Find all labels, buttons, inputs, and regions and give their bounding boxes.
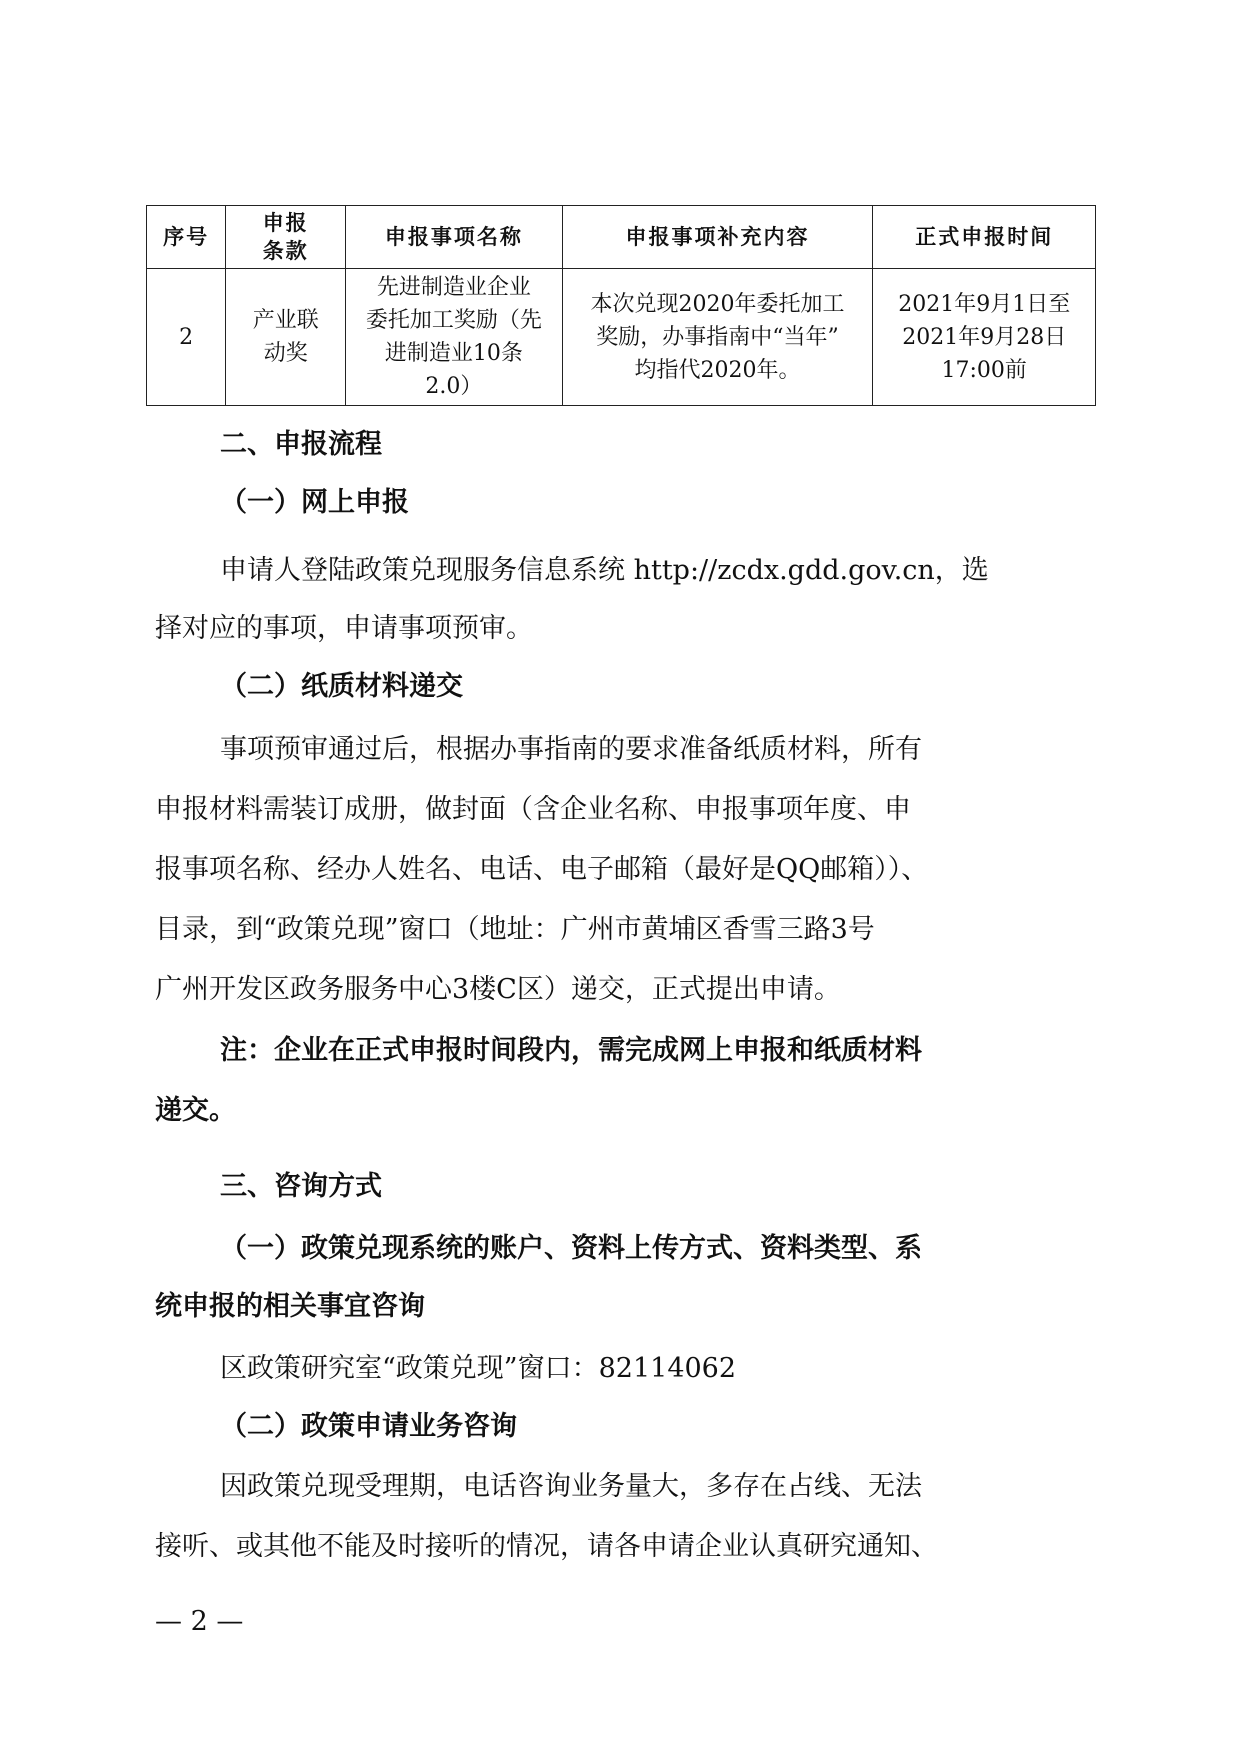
paragraph-line: 事项预审通过后，根据办事指南的要求准备纸质材料，所有 [220,734,922,765]
cell-clause [226,269,346,406]
cell-time-line: 2021年9月28日 [902,324,1067,350]
contact-line: 区政策研究室“政策兑现”窗口：82114062 [220,1353,737,1384]
cell-content-line: 奖励，办事指南中“当年” [596,324,839,350]
cell-clause-line: 产业联 [252,308,319,333]
cell-content [562,269,873,406]
paragraph-line: 接听、或其他不能及时接听的情况，请各申请企业认真研究通知、 [155,1531,938,1562]
cell-time-line: 2021年9月1日至 [898,291,1071,317]
subsection-title-paper: （二）纸质材料递交 [220,671,463,702]
section-title-consult: 三、咨询方式 [220,1171,382,1202]
cell-name [346,269,562,406]
note-line: 注：企业在正式申报时间段内，需完成网上申报和纸质材料 [220,1035,922,1066]
cell-name-line: 进制造业10条 [384,341,523,366]
header-name: 申报事项名称 [346,206,562,269]
paragraph-line: 报事项名称、经办人姓名、电话、电子邮箱（最好是QQ邮箱））、 [155,854,929,885]
paragraph-line: 申报材料需装订成册，做封面（含企业名称、申报事项年度、申 [155,794,911,825]
cell-time [873,269,1096,406]
table-row [147,269,1096,406]
subsection-title-business: （二）政策申请业务咨询 [220,1411,517,1442]
section-title-process: 二、申报流程 [220,429,382,460]
paragraph-line: 广州开发区政务服务中心3楼C区）递交，正式提出申请。 [155,974,841,1005]
cell-time-line: 17:00前 [941,357,1027,383]
paragraph-line: 择对应的事项，申请事项预审。 [155,613,533,644]
application-table [146,205,1096,406]
paragraph-line: 申请人登陆政策兑现服务信息系统 http://zcdx.gdd.gov.cn，选 [220,555,989,586]
cell-name-line: 2.0） [425,374,483,399]
cell-no: 2 [147,269,226,406]
subsection-title-system: 统申报的相关事宜咨询 [155,1291,425,1322]
subsection-title-system: （一）政策兑现系统的账户、资料上传方式、资料类型、系 [220,1233,922,1264]
header-content: 申报事项补充内容 [562,206,873,269]
header-no: 序号 [147,206,226,269]
cell-clause-line: 动奖 [263,341,308,366]
note-line: 递交。 [155,1095,236,1126]
header-time: 正式申报时间 [873,206,1096,269]
cell-content-line: 本次兑现2020年委托加工 [590,291,845,317]
page-number: — 2 — [155,1606,244,1637]
header-clause: 申报 条款 [226,206,346,269]
subsection-title-online: （一）网上申报 [220,487,409,518]
paragraph-line: 目录，到“政策兑现”窗口（地址：广州市黄埔区香雪三路3号 [155,914,875,945]
cell-content-line: 均指代2020年。 [634,357,801,383]
cell-name-line: 委托加工奖励（先 [365,308,542,333]
paragraph-line: 因政策兑现受理期，电话咨询业务量大，多存在占线、无法 [220,1471,922,1502]
table-header-row [147,206,1096,269]
cell-name-line: 先进制造业企业 [376,275,531,300]
